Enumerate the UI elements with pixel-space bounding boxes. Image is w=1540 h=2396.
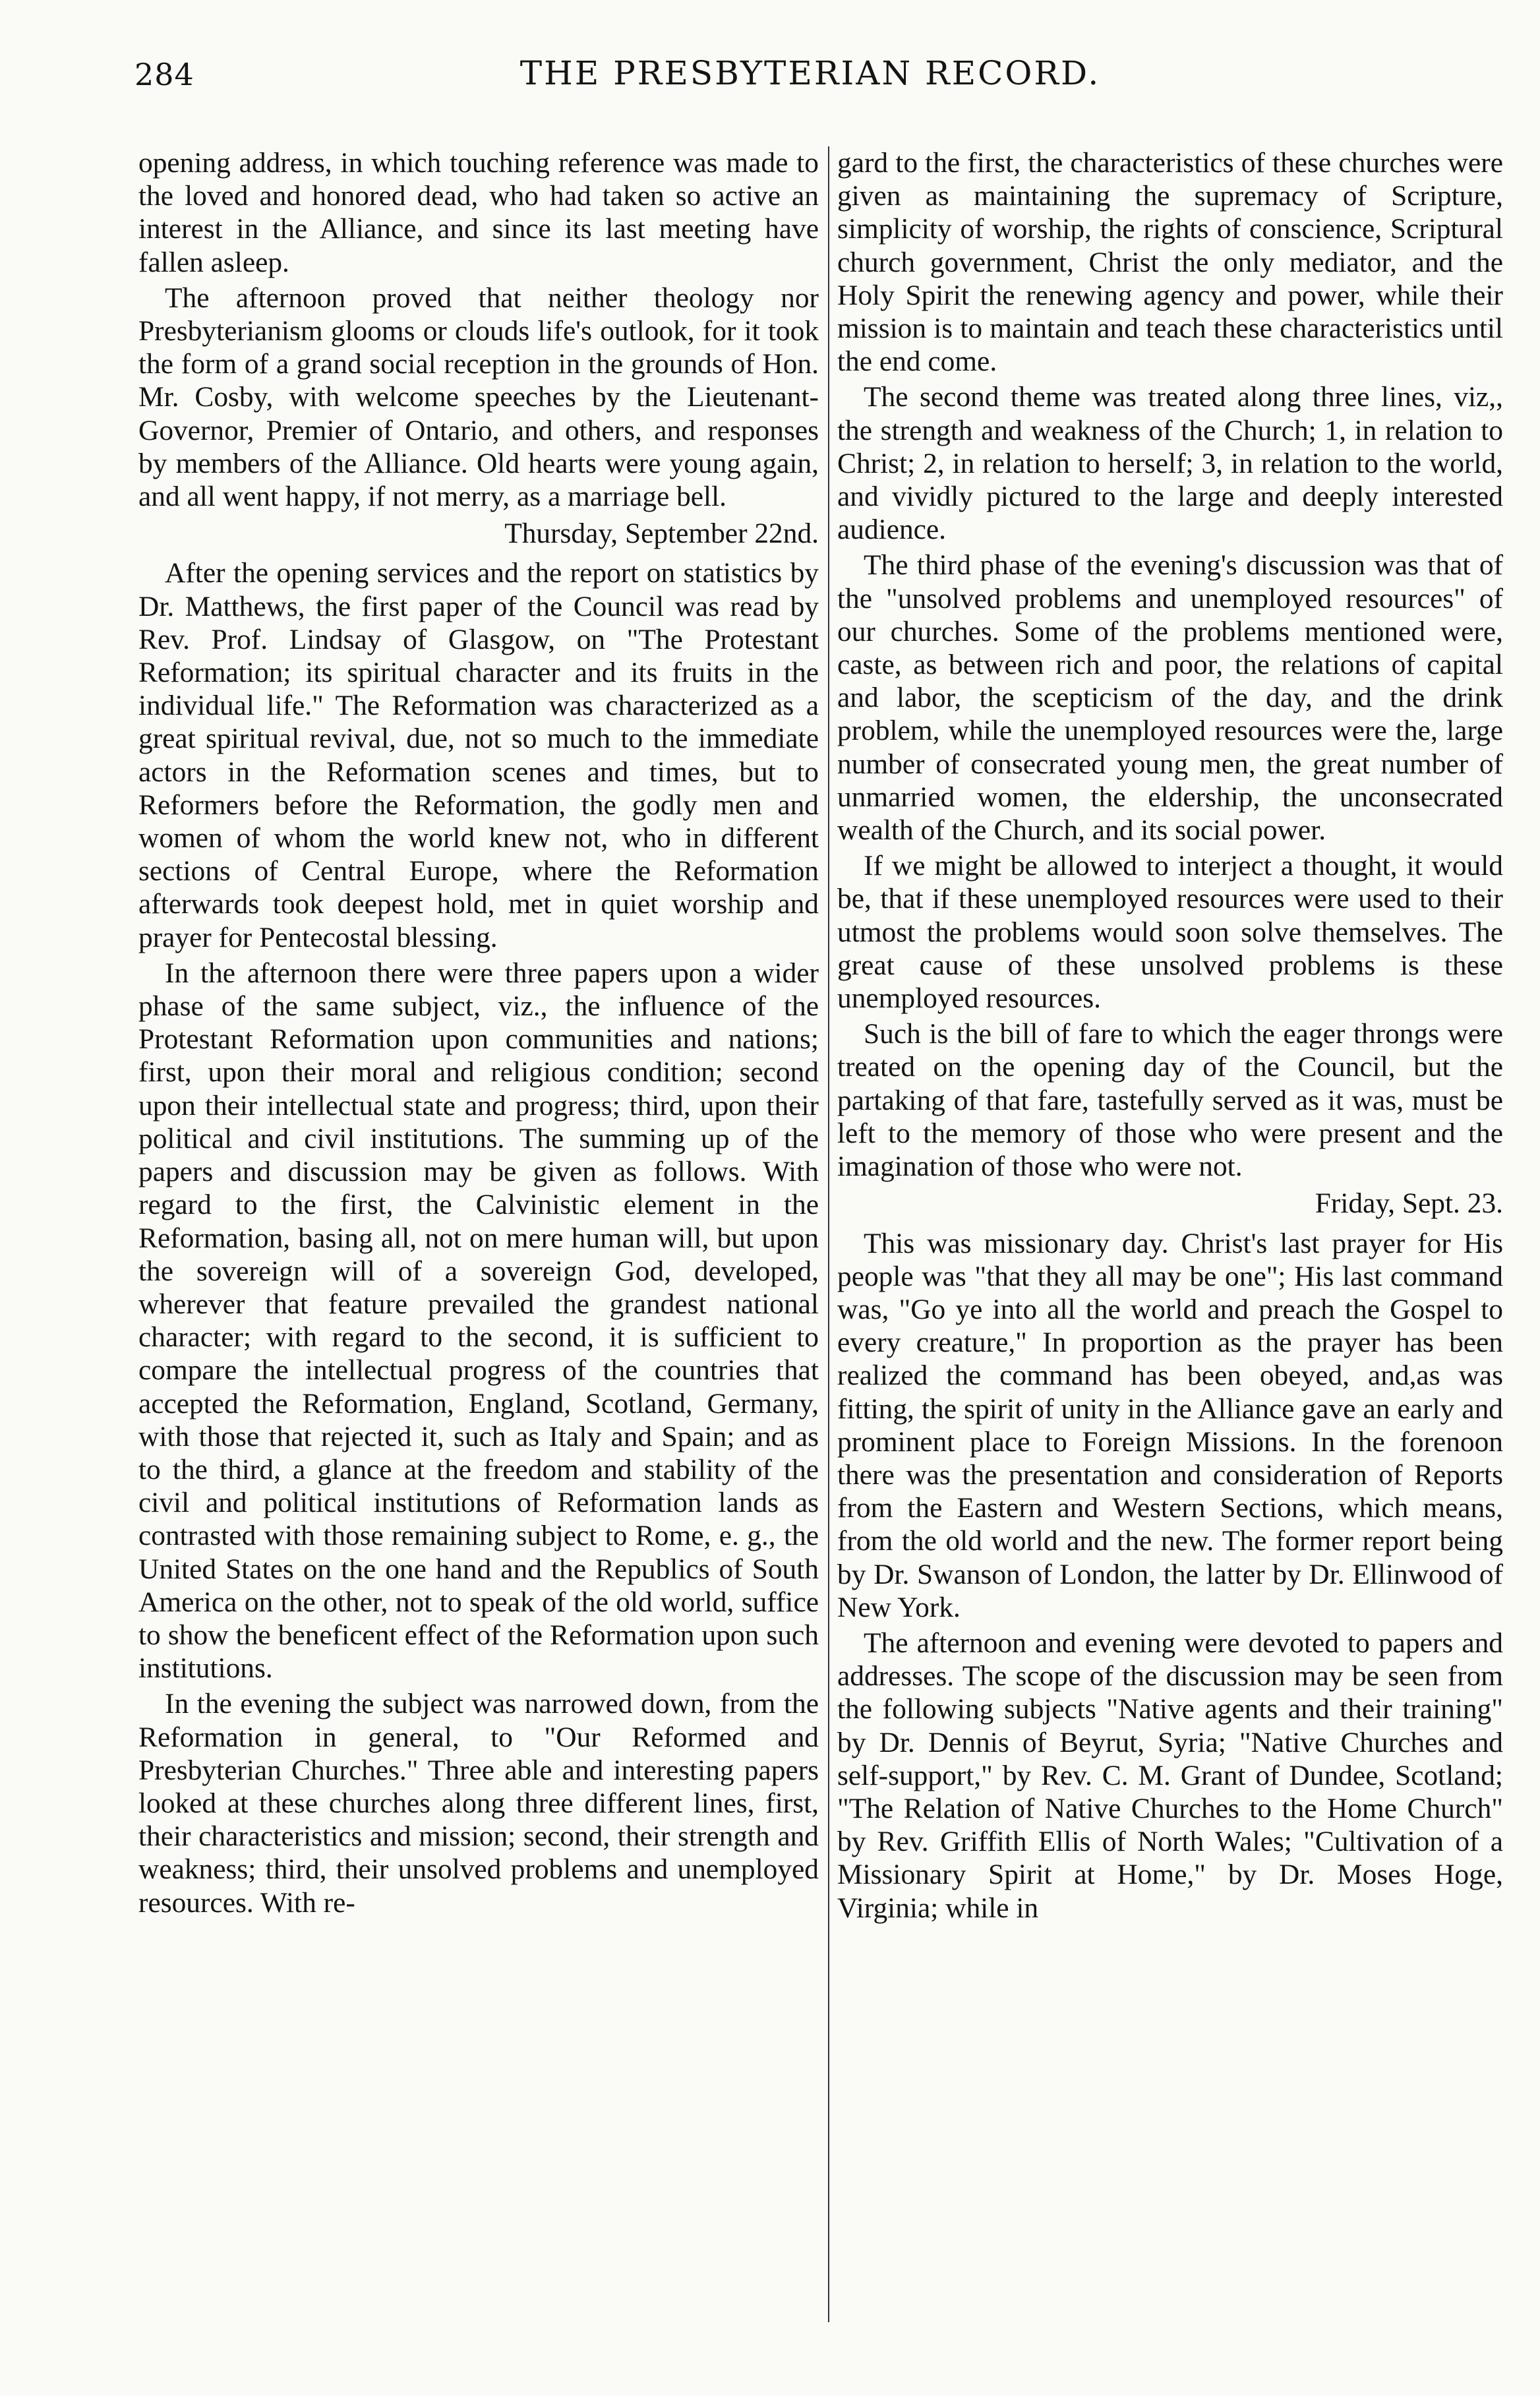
paragraph: Such is the bill of fare to which the eager throngs were treated on the opening day of the Council, but the partaking of that fare, tastefully served as it was, must be left to the memory of those who were present and the imagination of those who were not. xyxy=(837,1018,1503,1183)
paragraph: The afternoon proved that neither theology nor Presbyterianism glooms or clouds life's outlook, for it took the form of a grand social reception in the grounds of Hon. Mr. Cosby, with welcome speeches by the Lieutenant-Governor, Premier of Ontario, and others, and responses by members of the Alliance. Old hearts were young again, and all went happy, if not merry, as a marriage bell. xyxy=(138,282,819,513)
paragraph: The third phase of the evening's discussion was that of the "unsolved problems and unemployed resources" of our churches. Some of the problems mentioned were, caste, as between rich and poor, the relations of capital and labor, the scepticism of the day, and the drink problem, while the unemployed resources were the, large number of consecrated young men, the great number of unmarried women, the eldership, the unconsecrated wealth of the Church, and its social power. xyxy=(837,549,1503,847)
dateline: Friday, Sept. 23. xyxy=(1315,1187,1503,1220)
paragraph: The afternoon and evening were devoted to papers and addresses. The scope of the discussion may be seen from the following subjects "Native agents and their training" by Dr. Dennis of Beyrut, Syria; "Native Churches and self-support," by Rev. C. M. Grant of Dundee, Scotland; "The Relation of Native Churches to the Home Church" by Rev. Griffith Ellis of North Wales; "Cultivation of a Missionary Spirit at Home," by Dr. Moses Hoge, Virginia; while in xyxy=(837,1627,1503,1924)
running-title: THE PRESBYTERIAN RECORD. xyxy=(519,54,1101,92)
paragraph: If we might be allowed to interject a thought, it would be, that if these unemployed resources were used to their utmost the problems would soon solve themselves. The great cause of these unsolved problems is these unemployed resources. xyxy=(837,850,1503,1015)
dateline: Thursday, September 22nd. xyxy=(504,518,819,550)
page-header xyxy=(134,51,1486,111)
paragraph: opening address, in which touching reference was made to the loved and honored dead, who had taken so active an interest in the Alliance, and since its last meeting have fallen asleep. xyxy=(138,147,819,278)
paragraph: The second theme was treated along three lines, viz,, the strength and weakness of the Church; 1, in relation to Christ; 2, in relation to herself; 3, in relation to the world, and vividly pictured to the large and deeply interested audience. xyxy=(837,381,1503,546)
right-column xyxy=(837,146,1503,2342)
left-column xyxy=(138,146,819,2342)
page-number: 284 xyxy=(134,57,194,92)
paragraph: In the afternoon there were three papers upon a wider phase of the same subject, viz., the influence of the Protestant Reformation upon communities and nations; first, upon their moral and religious condition; second upon their intellectual state and progress; third, upon their political and civil institutions. The summing up of the papers and discussion may be given as follows. With regard to the first, the Calvinistic element in the Reformation, basing all, not on mere human will, but upon the sovereign will of a sovereign God, developed, wherever that feature prevailed the grandest national character; with regard to the second, it is sufficient to compare the intellectual progress of the countries that accepted the Reformation, England, Scotland, Germany, with those that rejected it, such as Italy and Spain; and as to the third, a glance at the freedom and stability of the civil and political institutions of Reformation lands as contrasted with those remaining subject to Rome, e. g., the United States on the one hand and the Republics of South America on the other, not to speak of the old world, suffice to show the beneficent effect of the Reformation upon such institutions. xyxy=(138,957,819,1685)
paragraph: gard to the first, the characteristics of these churches were given as maintaining the supremacy of Scripture, simplicity of worship, the rights of conscience, Scriptural church government, Christ the only mediator, and the Holy Spirit the renewing agency and power, while their mission is to maintain and teach these characteristics until the end come. xyxy=(837,147,1503,378)
paragraph: After the opening services and the report on statistics by Dr. Matthews, the first paper of the Council was read by Rev. Prof. Lindsay of Glasgow, on "The Protestant Reformation; its spiritual character and its fruits in the individual life." The Reformation was characterized as a great spiritual revival, due, not so much to the immediate actors in the Reformation scenes and times, but to Reformers before the Reformation, the godly men and women of whom the world knew not, who in different sections of Central Europe, where the Reformation afterwards took deepest hold, met in quiet worship and prayer for Pentecostal blessing. xyxy=(138,557,819,953)
column-divider xyxy=(828,146,829,2322)
paragraph: In the evening the subject was narrowed down, from the Reformation in general, to "Our Reformed and Presbyterian Churches." Three able and interesting papers looked at these churches along three different lines, first, their characteristics and mission; second, their strength and weakness; third, their unsolved problems and unemployed resources. With re- xyxy=(138,1688,819,1919)
paragraph: This was missionary day. Christ's last prayer for His people was "that they all may be one"; His last command was, "Go ye into all the world and preach the Gospel to every creature," In proportion as the prayer has been realized the command has been obeyed, and,as was fitting, the spirit of unity in the Alliance gave an early and prominent place to Foreign Missions. In the forenoon there was the presentation and consideration of Reports from the Eastern and Western Sections, which means, from the old world and the new. The former report being by Dr. Swanson of London, the latter by Dr. Ellinwood of New York. xyxy=(837,1227,1503,1623)
